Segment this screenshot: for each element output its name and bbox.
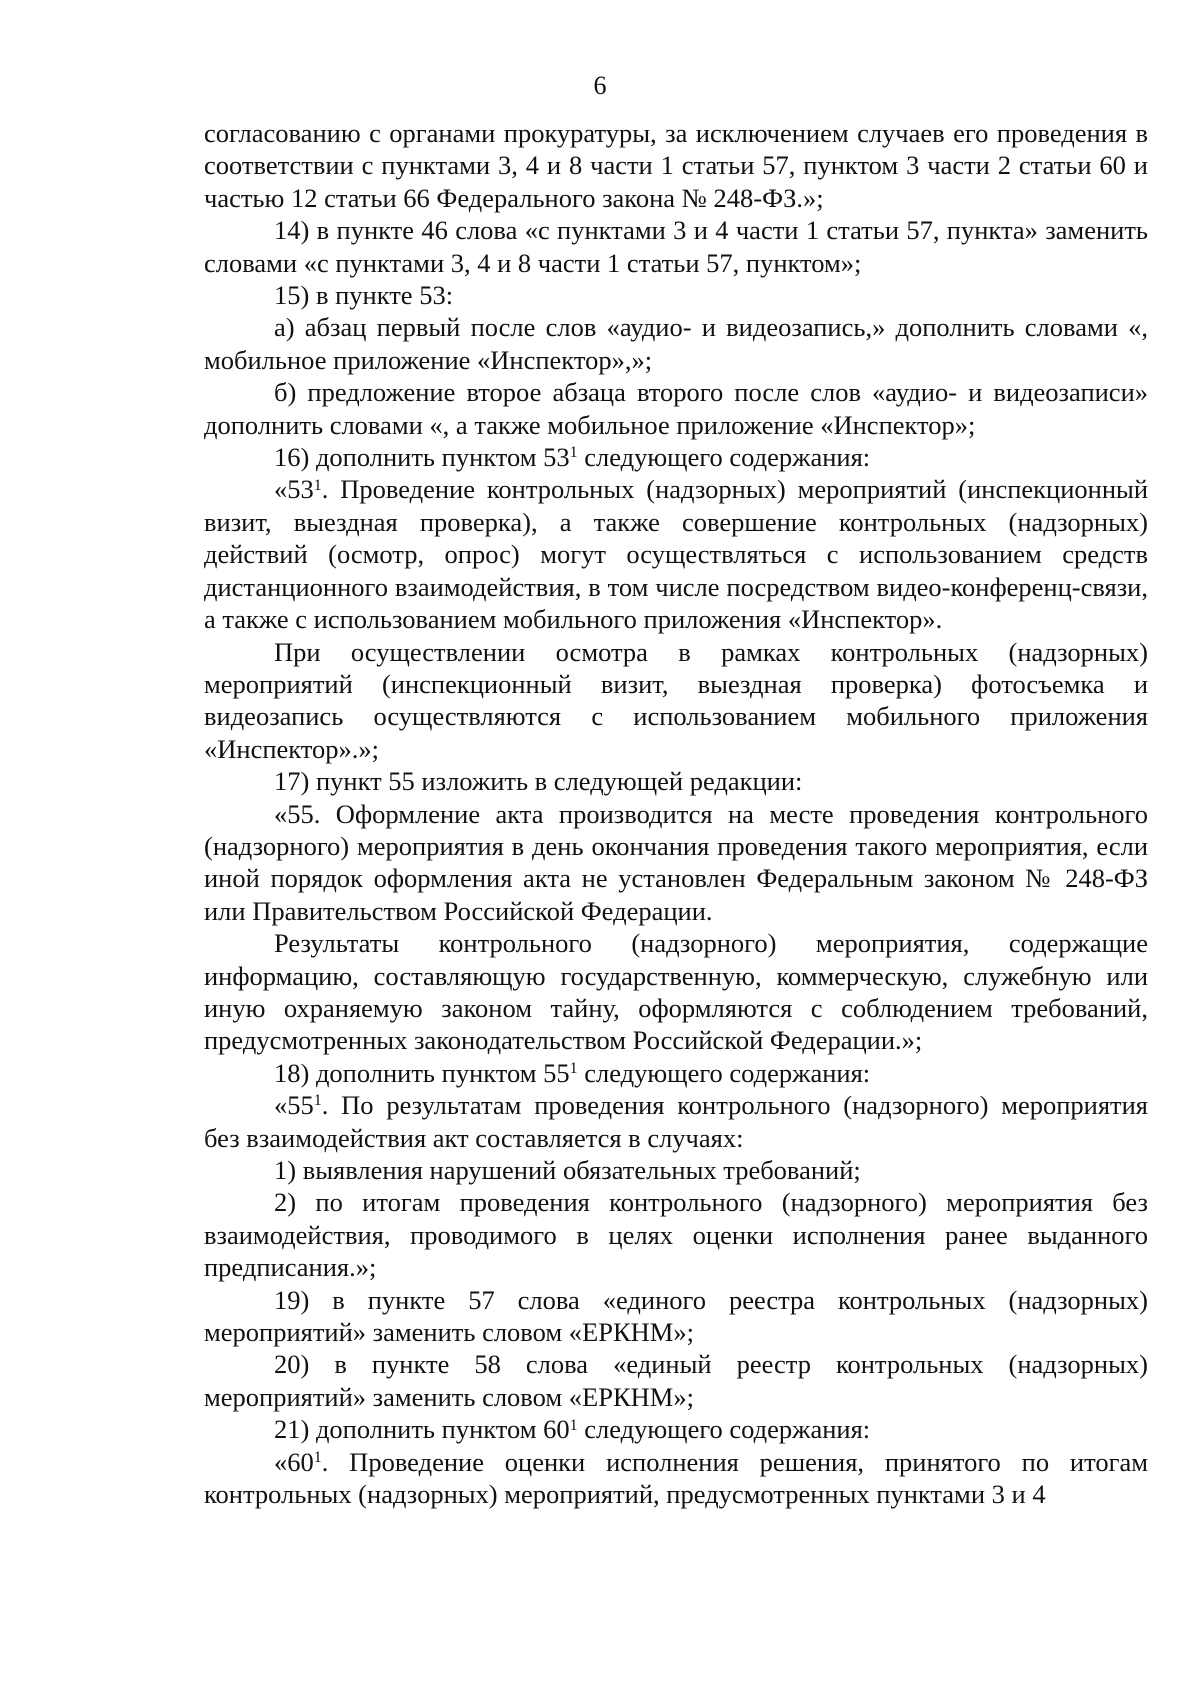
paragraph-clause-55: «55. Оформление акта производится на месте проведения контрольного (надзорного) мероприятия в день окончания проведения такого мероприятия, если иной порядок оформления акта не установлен Федеральным законом № 248-ФЗ или Правительством Российской Федерации. [204,798,1148,926]
paragraph-item-18 [204,1057,1148,1089]
paragraph-subitem-2: 2) по итогам проведения контрольного (надзорного) мероприятия без взаимодействия, проводимого в целях оценки исполнения ранее выданного предписания.»; [204,1187,1148,1283]
text-segment: следующего содержания: [577,442,871,473]
superscript: 1 [569,444,578,462]
paragraph-item-21 [204,1413,1148,1445]
text-segment: . Проведение оценки исполнения решения, принятого по итогам контрольных (надзорных) мероприятий, предусмотренных пунктами 3 и 4 [204,1446,1148,1510]
paragraph-item-15b: б) предложение второе абзаца второго после слов «аудио- и видеозаписи» дополнить словами «, а также мобильное приложение «Инспектор»; [204,377,1148,440]
paragraph-item-15a: а) абзац первый после слов «аудио- и видеозапись,» дополнить словами «, мобильное приложение «Инспектор»,»; [204,312,1148,375]
superscript: 1 [313,1092,322,1110]
text-segment: . По результатам проведения контрольного (надзорного) мероприятия без взаимодействия акт составляется в случаях: [204,1090,1148,1153]
superscript: 1 [313,1448,322,1466]
text-segment: 21) дополнить пунктом 60 [274,1414,570,1445]
text-segment: «53 [274,474,314,505]
paragraph-item-14: 14) в пункте 46 слова «с пунктами 3 и 4 части 1 статьи 57, пункта» заменить словами «с пунктами 3, 4 и 8 части 1 статьи 57, пунктом»; [204,215,1148,278]
paragraph-inspection: При осуществлении осмотра в рамках контрольных (надзорных) мероприятий (инспекционный визит, выездная проверка) фотосъемка и видеозапись осуществляются с использованием мобильного приложения «Инспектор».»; [204,636,1148,764]
text-segment: «55 [274,1090,314,1121]
paragraph-continuation: согласованию с органами прокуратуры, за исключением случаев его проведения в соответствии с пунктами 3, 4 и 8 части 1 статьи 57, пунктом 3 части 2 статьи 60 и частью 12 статьи 66 Федерального закона № 248-ФЗ.»; [204,118,1148,213]
text-segment: следующего содержания: [577,1414,871,1445]
text-segment: 18) дополнить пунктом 55 [274,1057,570,1088]
superscript: 1 [569,1416,578,1434]
paragraph-clause-60-1 [204,1446,1148,1511]
text-segment: «60 [274,1446,314,1477]
paragraph-results: Результаты контрольного (надзорного) мероприятия, содержащие информацию, составляющую государственную, коммерческую, служебную или иную охраняемую законом тайну, оформляются с соблюдением требований, предусмотренных законодательством Российской Федерации.»; [204,928,1148,1056]
paragraph-clause-53-1 [204,473,1148,635]
paragraph-item-19: 19) в пункте 57 слова «единого реестра контрольных (надзорных) мероприятий» заменить словом «ЕРКНМ»; [204,1284,1148,1348]
paragraph-subitem-1: 1) выявления нарушений обязательных требований; [274,1155,861,1185]
text-segment: . Проведение контрольных (надзорных) мероприятий (инспекционный визит, выездная проверка), а также совершение контрольных (надзорных) действий (осмотр, опрос) могут осуществляться с использованием средств дистанционного взаимодействия, в том числе посредством видео-конференц-связи, а также с использованием мобильного приложения «Инспектор». [204,474,1148,635]
paragraph-item-16 [204,441,1148,473]
paragraph-item-20: 20) в пункте 58 слова «единый реестр контрольных (надзорных) мероприятий» заменить словом «ЕРКНМ»; [204,1349,1148,1412]
paragraph-item-17: 17) пункт 55 изложить в следующей редакции: [274,766,803,797]
superscript: 1 [313,476,322,494]
text-segment: следующего содержания: [577,1057,871,1088]
paragraph-clause-55-1 [204,1089,1148,1154]
page-number: 6 [593,71,607,100]
superscript: 1 [569,1060,578,1078]
paragraph-item-15: 15) в пункте 53: [274,280,454,311]
document-body [204,117,1148,1510]
text-segment: 16) дополнить пунктом 53 [274,442,570,473]
